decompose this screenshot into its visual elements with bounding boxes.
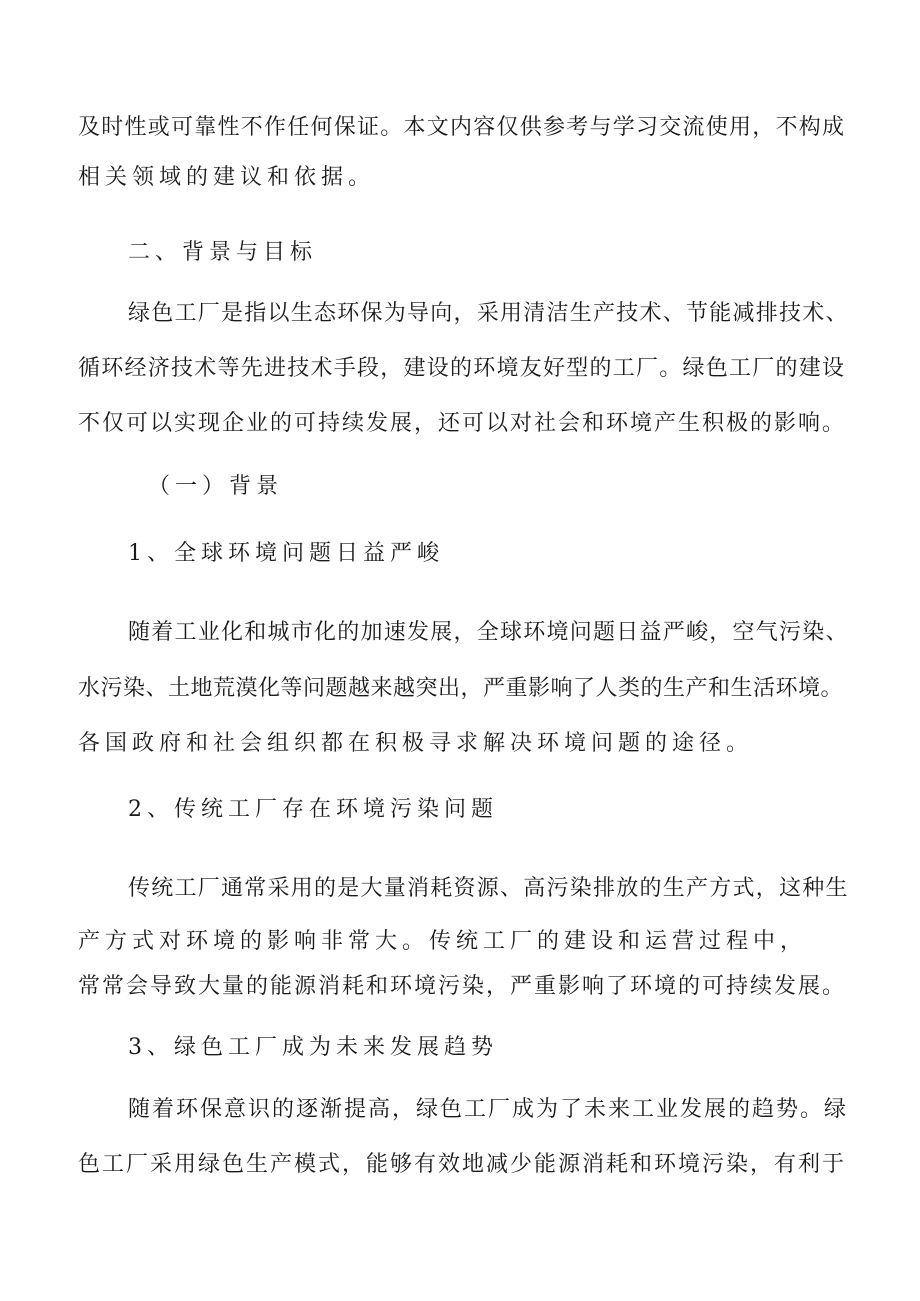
item3-paragraph-line-1: 随着环保意识的逐渐提高，绿色工厂成为了未来工业发展的趋势。绿: [128, 1097, 849, 1122]
section-paragraph-line-3: 不仅可以实现企业的可持续发展，还可以对社会和环境产生积极的影响。: [78, 411, 847, 436]
item2-heading: 2、传统工厂存在环境污染问题: [128, 797, 498, 822]
item3-paragraph-line-2: 色工厂采用绿色生产模式，能够有效地减少能源消耗和环境污染，有利于: [78, 1152, 847, 1177]
subsection-heading: （一）背景: [148, 474, 284, 499]
intro-line-2: 相关领域的建议和依据。: [78, 165, 376, 190]
item3-heading: 3、绿色工厂成为未来发展趋势: [128, 1035, 498, 1060]
intro-line-1: 及时性或可靠性不作任何保证。本文内容仅供参考与学习交流使用，不构成: [78, 115, 846, 140]
item2-paragraph-line-2: 产方式对环境的影响非常大。传统工厂的建设和运营过程中，: [78, 929, 808, 954]
item2-paragraph-line-1: 传统工厂通常采用的是大量消耗资源、高污染排放的生产方式，这种生: [128, 876, 849, 901]
item1-heading: 1、全球环境问题日益严峻: [128, 541, 444, 566]
item1-paragraph-line-2: 水污染、土地荒漠化等问题越来越突出，严重影响了人类的生产和生活环境。: [78, 676, 844, 701]
item1-paragraph-line-1: 随着工业化和城市化的加速发展，全球环境问题日益严峻，空气污染、: [128, 620, 849, 645]
section-paragraph-line-2: 循环经济技术等先进技术手段，建设的环境友好型的工厂。绿色工厂的建设: [78, 356, 846, 381]
section-paragraph-line-1: 绿色工厂是指以生态环保为导向，采用清洁生产技术、节能减排技术、: [128, 301, 849, 326]
item1-paragraph-line-3: 各国政府和社会组织都在积极寻求解决环境问题的途径。: [78, 731, 754, 756]
item2-paragraph-line-3: 常常会导致大量的能源消耗和环境污染，严重影响了环境的可持续发展。: [78, 974, 847, 999]
section-heading: 二、背景与目标: [128, 240, 318, 265]
